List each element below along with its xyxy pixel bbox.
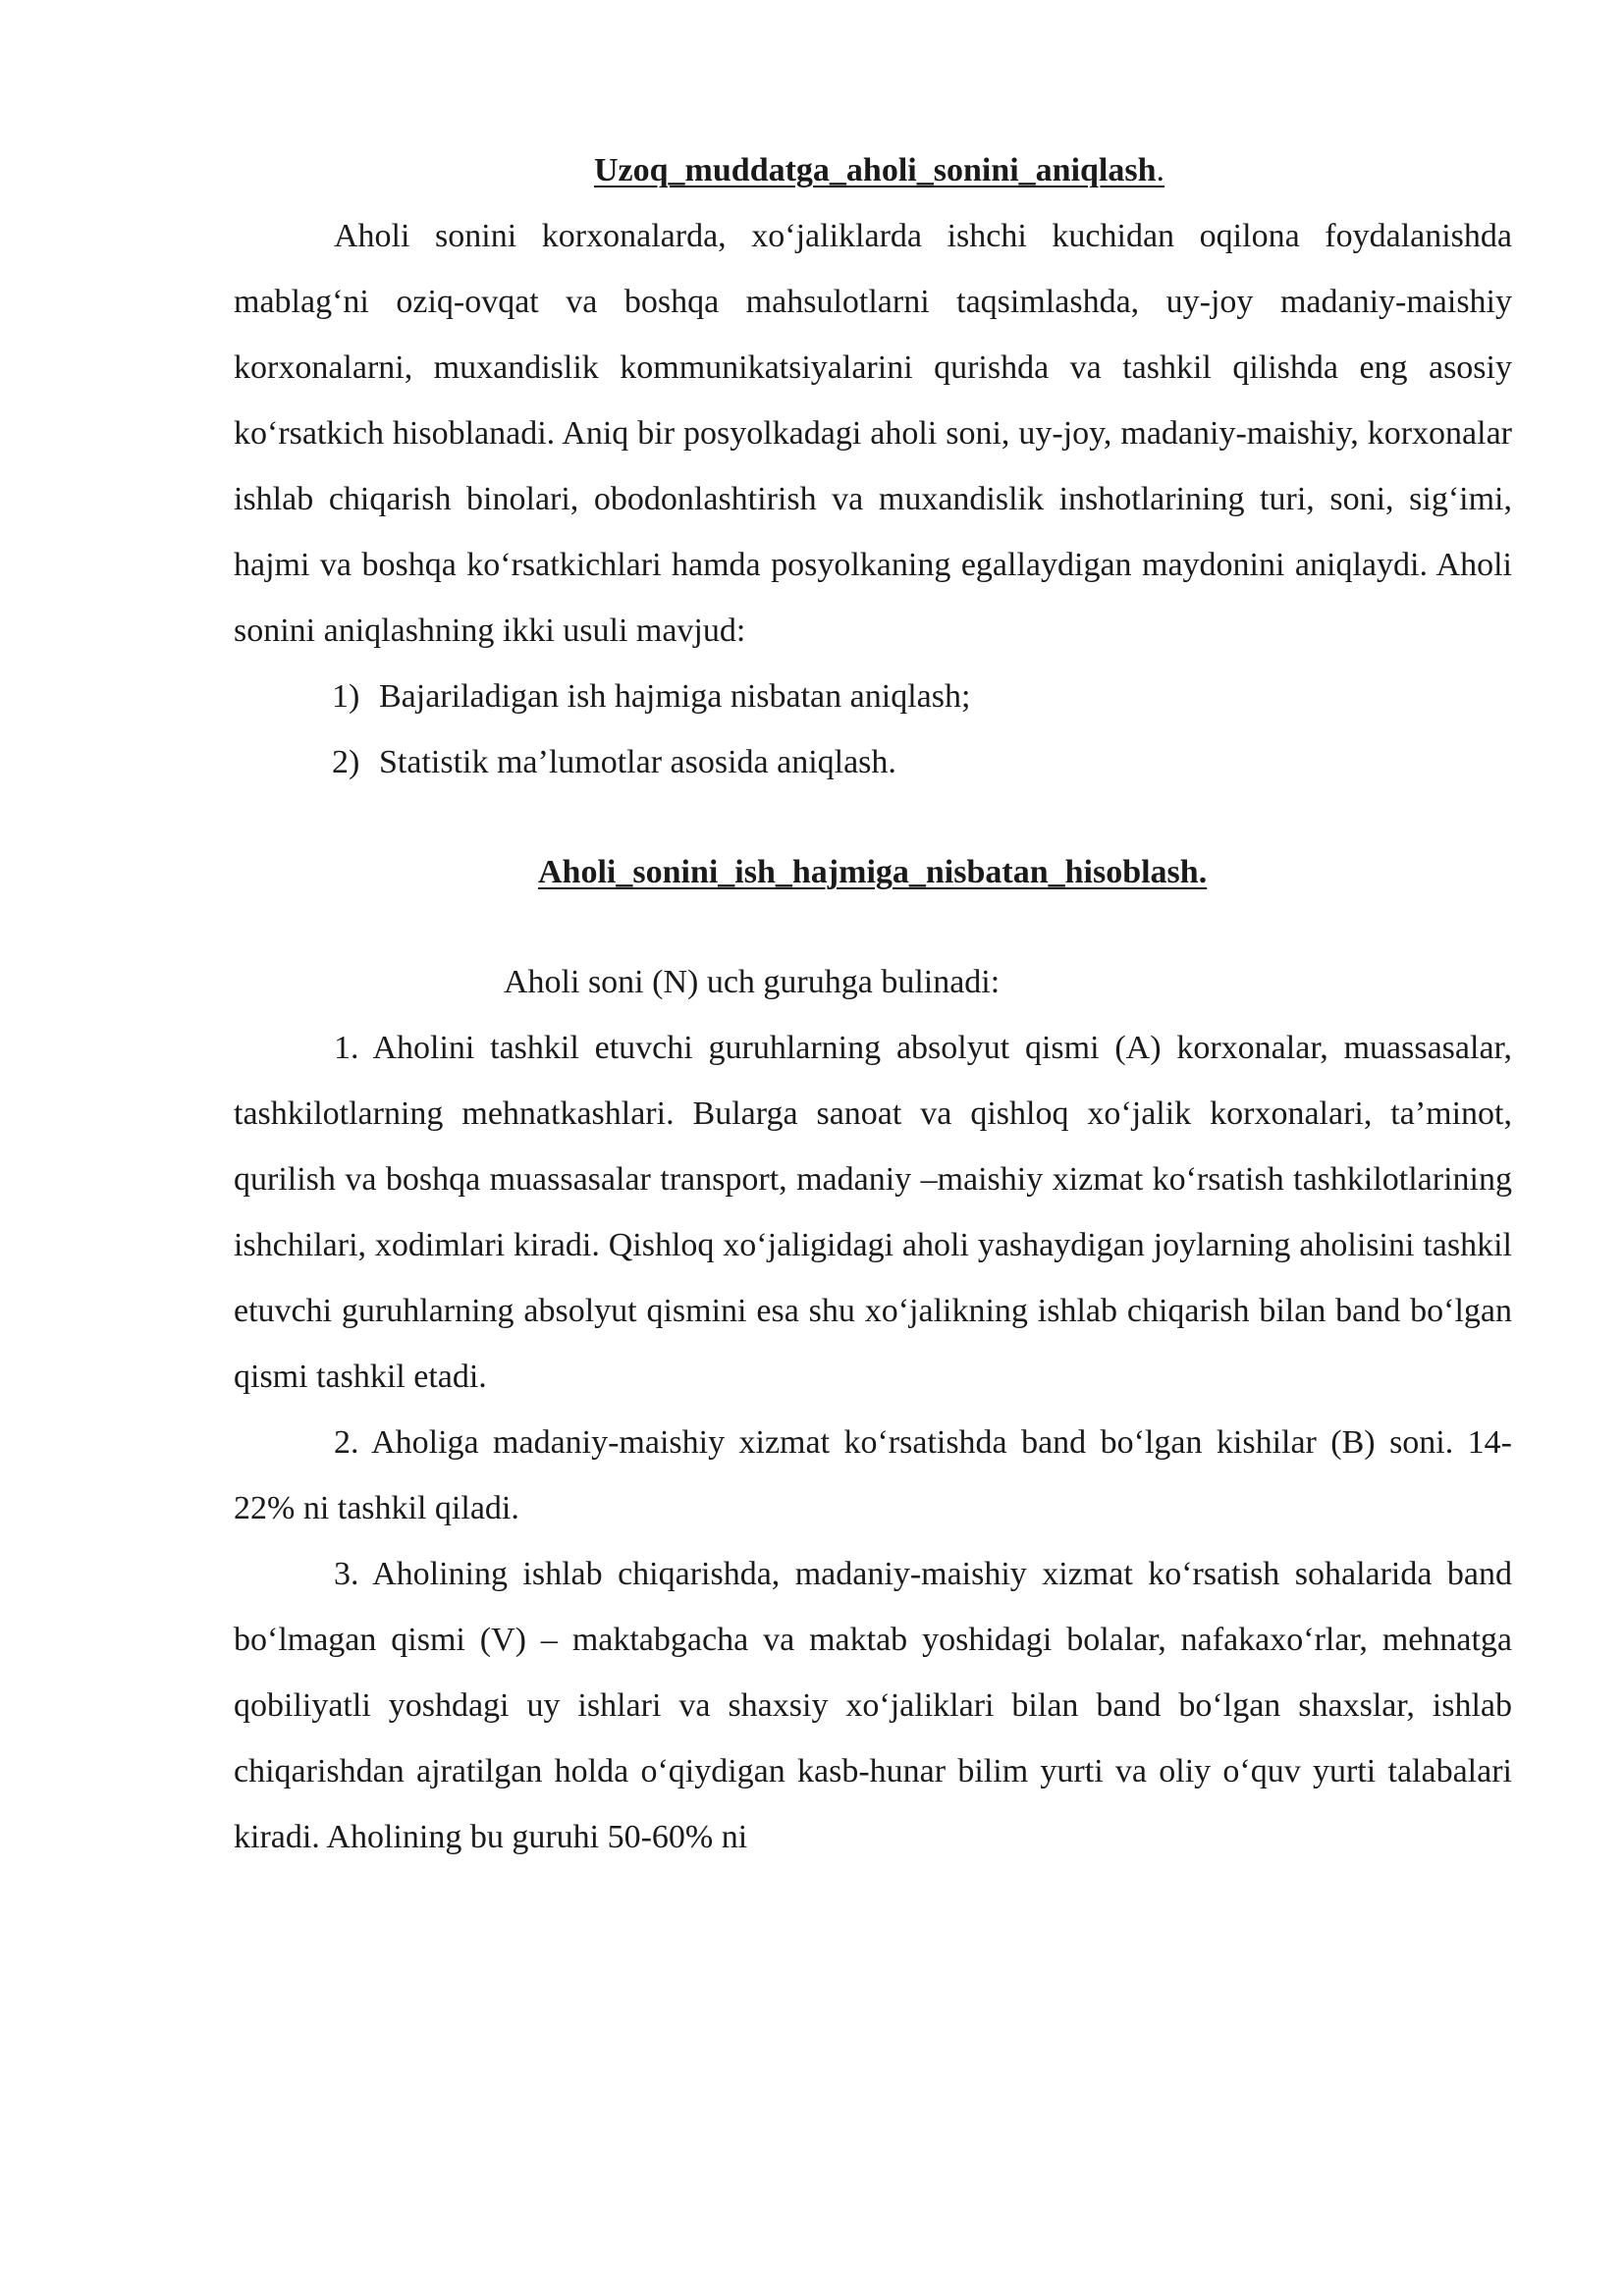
list-number: 1): [332, 678, 360, 715]
group-paragraph: [234, 1541, 1512, 1870]
intro-paragraph: Aholi sonini korxonalarda, xo‘jaliklarda ishchi kuchidan oqilona foydalanishda mablag‘ni oziq-ovqat va boshqa mahsulotlarni taqsimlashda, uy-joy madaniy-maishiy korxonalarni, muxandislik kommunikatsiyalarini qurishda va tashkil qilishda eng asosiy ko‘rsatkich hisoblanadi. Aniq bir posyolkadagi aholi soni, uy-joy, madaniy-maishiy, korxonalar ishlab chiqarish binolari, obodonlashtirish va muxandislik inshotlarining turi, soni, sig‘imi, hajmi va boshqa ko‘rsatkichlari hamda posyolkaning egallaydigan maydonini aniqlaydi. Aholi sonini aniqlashning ikki usuli mavjud:: [234, 218, 1512, 649]
group-number: 1.: [334, 1030, 359, 1066]
list-text: Bajariladigan ish hajmiga nisbatan aniqlash;: [379, 678, 971, 715]
list-number: 2): [332, 744, 360, 780]
list-text: Statistik ma’lumotlar asosida aniqlash.: [379, 744, 896, 780]
section-title-work-volume: Aholi_sonini_ish_hajmiga_nisbatan_hisoblash.: [538, 854, 1208, 890]
group-paragraph: [234, 1015, 1512, 1410]
section-title-text: Uzoq_muddatga_aholi_sonini_aniqlash: [594, 152, 1157, 188]
group-paragraph: [234, 1410, 1512, 1541]
group-text: Aholining ishlab chiqarishda, madaniy-maishiy xizmat ko‘rsatish sohalarida band bo‘lmagan qismi (V) – maktabgacha va maktab yoshidagi bolalar, nafakaxo‘rlar, mehnatga qobiliyatli yoshdagi uy ishlari va shaxsiy xo‘jaliklari bilan band bo‘lgan shaxslar, ishlab chiqarishdan ajratilgan holda o‘qiydigan kasb-hunar bilim yurti va oliy o‘quv yurti talabalari kiradi. Aholining bu guruhi 50-60% ni: [234, 1556, 1512, 1855]
section-title-population-estimation: [234, 137, 1512, 203]
group-text: Aholini tashkil etuvchi guruhlarning absolyut qismi (A) korxonalar, muassasalar, tashkilotlarning mehnatkashlari. Bularga sanoat va qishloq xo‘jalik korxonalari, ta’minot, qurilish va boshqa muassasalar transport, madaniy –maishiy xizmat ko‘rsatish tashkilotlarining ishchilari, xodimlari kiradi. Qishloq xo‘jaligidagi aholi yashaydigan joylarning aholisini tashkil etuvchi guruhlarning absolyut qismini esa shu xo‘jalikning ishlab chiqarish bilan band bo‘lgan qismi tashkil etadi.: [234, 1030, 1512, 1395]
document-page: [234, 137, 1512, 1870]
group-number: 3.: [334, 1556, 359, 1592]
method-list-item: [234, 729, 1512, 795]
group-text: Aholiga madaniy-maishiy xizmat ko‘rsatishda band bo‘lgan kishilar (B) soni. 14-22% ni tashkil qiladi.: [234, 1424, 1512, 1526]
method-list-item: [234, 664, 1512, 729]
title-period: .: [1156, 152, 1165, 188]
groups-lead-line: Aholi soni (N) uch guruhga bulinadi:: [504, 964, 1001, 1000]
group-number: 2.: [334, 1424, 359, 1461]
